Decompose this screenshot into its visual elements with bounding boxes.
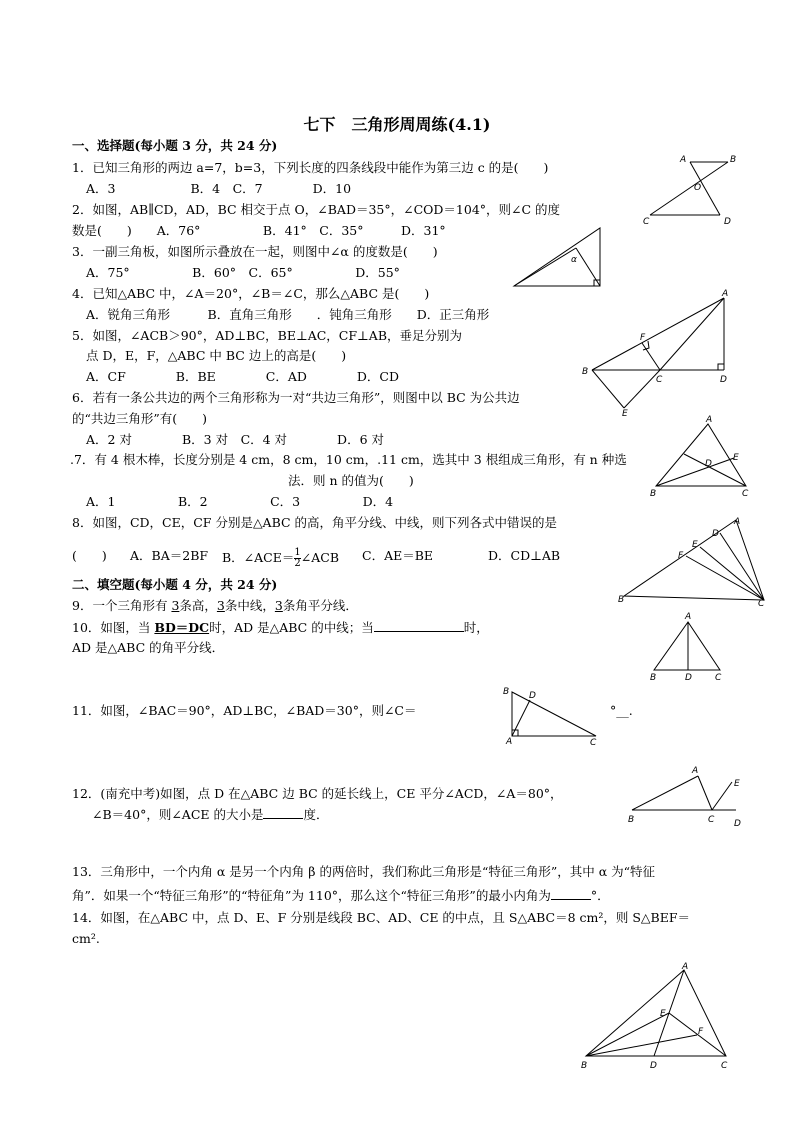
figure-median bbox=[648, 610, 728, 689]
point-label: A bbox=[685, 612, 692, 622]
point-label: E bbox=[733, 453, 739, 463]
point-label: D bbox=[724, 217, 731, 227]
q9-text-part: 条中线， bbox=[224, 598, 275, 613]
point-label: C bbox=[708, 815, 715, 825]
point-label: E bbox=[692, 540, 698, 550]
q6-options: A．2 对 B．3 对 C．4 对 D．6 对 bbox=[86, 432, 385, 447]
section-fill-heading: 二、填空题(每小题 4 分，共 24 分) bbox=[72, 577, 278, 592]
point-label: B bbox=[650, 673, 657, 683]
fraction-denominator: 2 bbox=[294, 558, 301, 569]
q7-stem-cont: 法．则 n 的值为( ) bbox=[288, 473, 414, 488]
q9-text-part: 条角平分线． bbox=[282, 598, 358, 613]
section-choice-heading: 一、选择题(每小题 3 分，共 24 分) bbox=[72, 138, 278, 153]
point-label: F bbox=[640, 333, 646, 343]
q10-text-part: 时， bbox=[463, 620, 489, 635]
q5-stem-cont: 点 D，E，F，△ABC 中 BC 边上的高是( ) bbox=[86, 348, 347, 363]
point-label: C bbox=[721, 1061, 728, 1071]
point-label: D bbox=[685, 673, 692, 683]
q1-options: A．3 B．4 C．7 D．10 bbox=[86, 181, 352, 196]
figure-altitude-bisector-median bbox=[616, 512, 776, 611]
q10-answer-blank bbox=[374, 619, 464, 632]
point-label: A bbox=[506, 737, 513, 747]
figure-parallel-lines bbox=[640, 152, 750, 231]
q10-answer: BD＝DC bbox=[154, 620, 210, 635]
q2-stem: 2．如图，AB∥CD，AD，BC 相交于点 O，∠BAD＝35°，∠COD＝104°，则∠C 的度 bbox=[72, 202, 561, 217]
q8-option-c: C．AE＝BE bbox=[362, 548, 434, 563]
q1-stem: 1．已知三角形的两边 a=7，b=3，下列长度的四条线段中能作为第三边 c 的是( ) bbox=[72, 160, 549, 175]
q8-option-b-suffix: ∠ACB bbox=[300, 550, 340, 565]
point-label: B bbox=[628, 815, 635, 825]
point-label: B bbox=[582, 367, 589, 377]
point-label: E bbox=[622, 409, 628, 419]
point-label: F bbox=[698, 1027, 704, 1037]
figure-common-side-triangles bbox=[650, 416, 760, 505]
q7-stem: .7．有 4 根木棒，长度分别是 4 cm，8 cm，10 cm，.11 cm，选其中 3 根组成三角形，有 n 种选 bbox=[70, 452, 627, 467]
q2-options: 数是( ) A．76° B．41° C．35° D．31° bbox=[72, 223, 446, 238]
q9-answer: 3 bbox=[274, 598, 283, 613]
angle-alpha-label: α bbox=[571, 255, 577, 265]
q6-stem-cont: 的“共边三角形”有( ) bbox=[72, 411, 208, 426]
point-label: C bbox=[742, 489, 749, 499]
q4-options: A．锐角三角形 B．直角三角形 ．钝角三角形 D．正三角形 bbox=[86, 307, 490, 322]
q9-text-part: 9．一个三角形有 bbox=[72, 598, 172, 613]
q14-stem: 14．如图，在△ABC 中，点 D、E、F 分别是线段 BC、AD、CE 的中点，且 S△ABC＝8 cm²，则 S△BEF＝ bbox=[72, 910, 691, 925]
figure-obtuse-triangle bbox=[582, 290, 732, 419]
point-label: C bbox=[643, 217, 650, 227]
point-label: A bbox=[692, 766, 699, 776]
figure-exterior-angle bbox=[626, 762, 756, 834]
point-label: B bbox=[618, 595, 625, 605]
q5-stem: 5．如图，∠ACB＞90°，AD⊥BC，BE⊥AC，CF⊥AB，垂足分别为 bbox=[72, 328, 463, 343]
q8-option-a: A．BA＝2BF bbox=[130, 548, 209, 563]
q12-stem: 12．(南充中考)如图，点 D 在△ABC 边 BC 的延长线上，CE 平分∠ACD，∠A＝80°， bbox=[72, 786, 563, 801]
point-label: C bbox=[715, 673, 722, 683]
q8-paren: ( ) bbox=[72, 548, 107, 563]
point-label: D bbox=[529, 691, 536, 701]
q7-options: A．1 B．2 C．3 D．4 bbox=[86, 494, 394, 509]
page-title: 七下 三角形周周练(4.1) bbox=[303, 115, 491, 134]
q9-text bbox=[72, 598, 358, 613]
q9-answer: 3 bbox=[216, 598, 225, 613]
point-label: B bbox=[581, 1061, 588, 1071]
q5-options: A．CF B．BE C．AD D．CD bbox=[86, 369, 399, 384]
q10-text bbox=[72, 619, 489, 635]
point-label: C bbox=[590, 738, 597, 748]
point-label: C bbox=[656, 375, 663, 385]
q13-answer-blank bbox=[551, 887, 591, 900]
q13-stem: 13．三角形中，一个内角 α 是另一个内角 β 的两倍时，我们称此三角形是“特征三角形”，其中 α 为“特征 bbox=[72, 864, 656, 879]
point-label: E bbox=[734, 779, 740, 789]
q6-stem: 6．若有一条公共边的两个三角形称为一对“共边三角形”，则图中以 BC 为公共边 bbox=[72, 390, 520, 405]
point-label: A bbox=[706, 415, 713, 425]
figure-set-squares bbox=[512, 226, 607, 292]
q4-stem: 4．已知△ABC 中，∠A＝20°，∠B＝∠C，那么△ABC 是( ) bbox=[72, 286, 430, 301]
q13-stem-cont bbox=[72, 887, 610, 903]
point-label: D bbox=[720, 375, 727, 385]
point-label: C bbox=[758, 599, 765, 609]
point-label: D bbox=[705, 459, 712, 469]
point-label: A bbox=[722, 289, 729, 299]
q10-text-cont: AD 是△ABC 的角平分线． bbox=[72, 640, 225, 655]
point-label: F bbox=[678, 551, 684, 561]
q10-text-part: 时，AD 是△ABC 的中线；当 bbox=[209, 620, 374, 635]
q8-option-b bbox=[222, 548, 339, 569]
q12-text-part: ∠B＝40°，则∠ACE 的大小是 bbox=[92, 807, 264, 822]
q12-stem-cont bbox=[92, 806, 329, 822]
q13-text-part: °． bbox=[590, 888, 610, 903]
q8-stem: 8．如图，CD，CE，CF 分别是△ABC 的高，角平分线、中线，则下列各式中错误的是 bbox=[72, 515, 558, 530]
point-label: B bbox=[650, 489, 657, 499]
q14-stem-cont: cm². bbox=[72, 931, 100, 946]
point-label: E bbox=[660, 1009, 666, 1019]
q9-answer: 3 bbox=[171, 598, 180, 613]
point-label: D bbox=[734, 819, 741, 829]
q12-answer-blank bbox=[263, 806, 303, 819]
q8-option-b-prefix: B．∠ACE＝ bbox=[222, 550, 295, 565]
point-label: A bbox=[680, 155, 687, 165]
point-label: A bbox=[734, 517, 741, 527]
figure-right-triangle bbox=[500, 684, 605, 750]
point-label: O bbox=[694, 183, 702, 193]
figure-midpoints-area bbox=[578, 962, 738, 1078]
q13-text-part: 角”．如果一个“特征三角形”的“特征角”为 110°，那么这个“特征三角形”的最小内角为 bbox=[72, 888, 551, 903]
q3-options: A．75° B．60° C．65° D．55° bbox=[86, 265, 400, 280]
fraction-numerator: 1 bbox=[294, 547, 301, 558]
point-label: D bbox=[650, 1061, 657, 1071]
q3-stem: 3．一副三角板，如图所示叠放在一起，则图中∠α 的度数是( ) bbox=[72, 244, 438, 259]
q11-stem: 11．如图，∠BAC＝90°，AD⊥BC，∠BAD＝30°，则∠C＝ bbox=[72, 703, 417, 718]
point-label: D bbox=[712, 529, 719, 539]
q9-text-part: 条高， bbox=[179, 598, 217, 613]
q11-answer-tail: °__. bbox=[610, 703, 633, 718]
q8-option-d: D．CD⊥AB bbox=[488, 548, 561, 563]
point-label: B bbox=[730, 155, 737, 165]
point-label: B bbox=[503, 687, 510, 697]
q10-text-part: 10．如图，当 bbox=[72, 620, 155, 635]
q12-text-part: 度． bbox=[303, 807, 329, 822]
point-label: A bbox=[682, 962, 689, 972]
